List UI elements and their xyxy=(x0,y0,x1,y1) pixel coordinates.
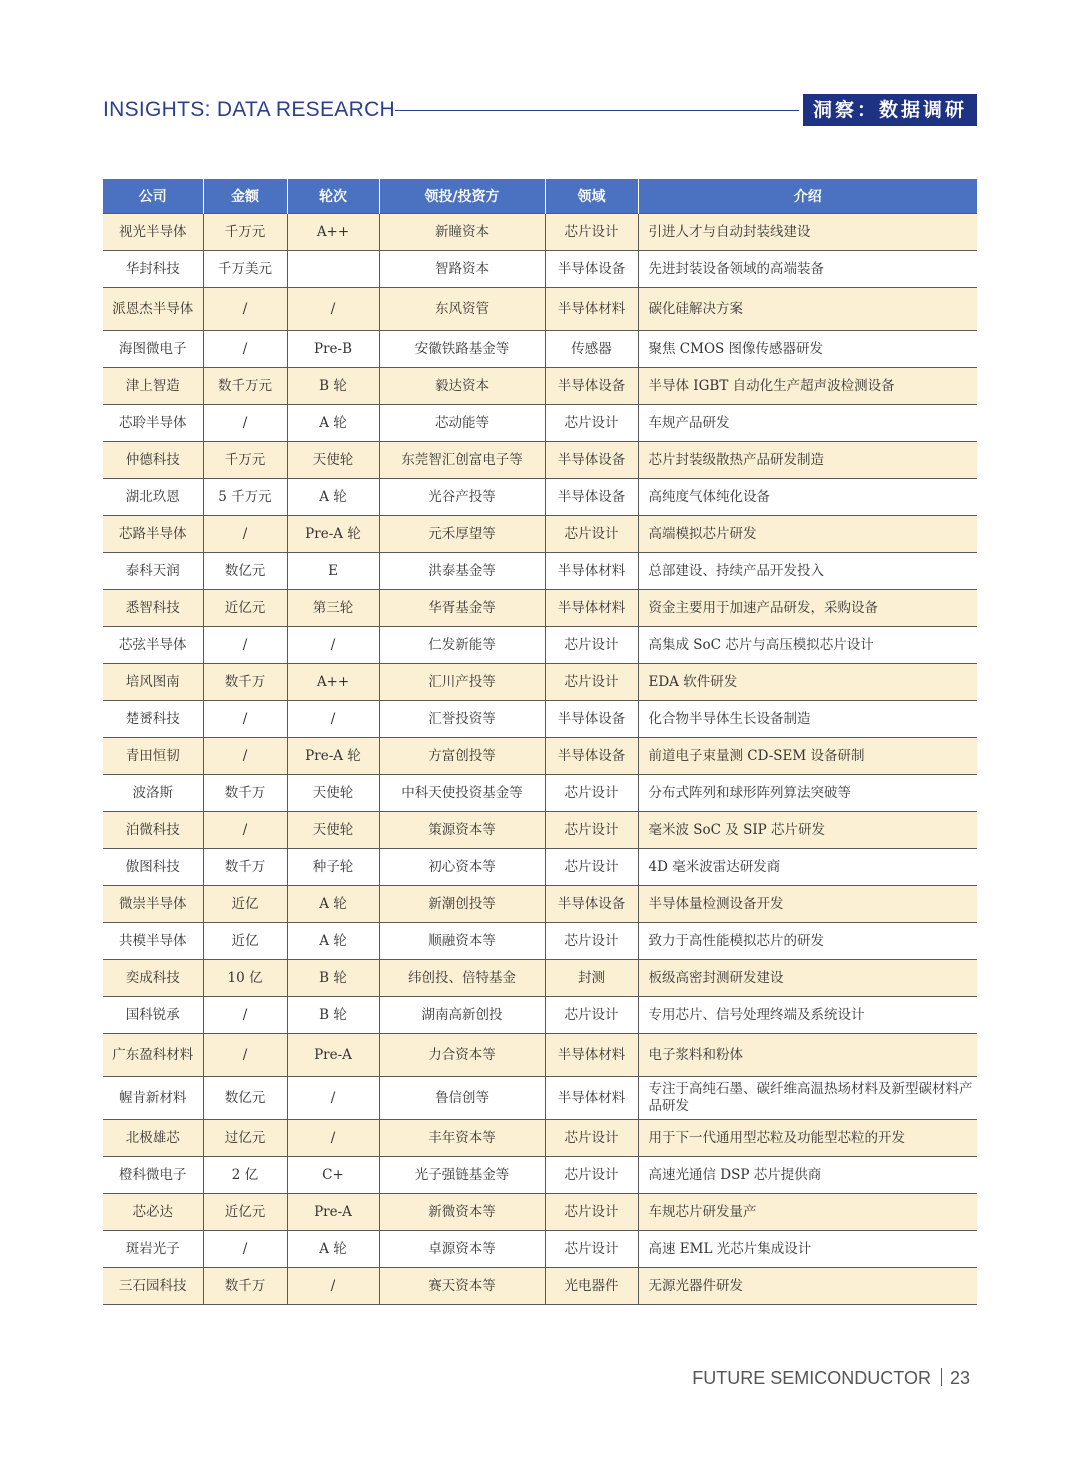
round-cell: B 轮 xyxy=(287,997,379,1034)
intro-cell: 高纯度气体纯化设备 xyxy=(638,479,977,516)
table-header-row xyxy=(103,179,977,214)
table-row xyxy=(103,1268,977,1305)
field-cell: 封测 xyxy=(545,960,638,997)
round-cell: 天使轮 xyxy=(287,812,379,849)
table-row xyxy=(103,1157,977,1194)
company-cell: 北极雄芯 xyxy=(103,1120,203,1157)
company-cell: 斑岩光子 xyxy=(103,1231,203,1268)
page-footer xyxy=(692,1368,970,1389)
investor-cell: 华胥基金等 xyxy=(379,590,545,627)
field-cell: 半导体设备 xyxy=(545,368,638,405)
table-row xyxy=(103,1077,977,1120)
field-cell: 半导体材料 xyxy=(545,590,638,627)
company-cell: 橙科微电子 xyxy=(103,1157,203,1194)
company-cell: 芯路半导体 xyxy=(103,516,203,553)
col-header-amount: 金额 xyxy=(203,179,287,214)
round-cell: / xyxy=(287,1077,379,1120)
field-cell: 光电器件 xyxy=(545,1268,638,1305)
table-row xyxy=(103,1194,977,1231)
table-row xyxy=(103,1034,977,1077)
table-row xyxy=(103,214,977,251)
amount-cell: 数千万 xyxy=(203,1268,287,1305)
round-cell: / xyxy=(287,1120,379,1157)
investor-cell: 元禾厚望等 xyxy=(379,516,545,553)
amount-cell: 千万元 xyxy=(203,442,287,479)
round-cell xyxy=(287,251,379,288)
table-row xyxy=(103,553,977,590)
round-cell: C+ xyxy=(287,1157,379,1194)
company-cell: 幄肯新材料 xyxy=(103,1077,203,1120)
intro-cell: 化合物半导体生长设备制造 xyxy=(638,701,977,738)
intro-cell: 引进人才与自动封装线建设 xyxy=(638,214,977,251)
intro-cell: 专用芯片、信号处理终端及系统设计 xyxy=(638,997,977,1034)
amount-cell: / xyxy=(203,627,287,664)
table-row xyxy=(103,775,977,812)
table-row xyxy=(103,368,977,405)
amount-cell: 2 亿 xyxy=(203,1157,287,1194)
investor-cell: 芯动能等 xyxy=(379,405,545,442)
company-cell: 培风图南 xyxy=(103,664,203,701)
field-cell: 半导体材料 xyxy=(545,1034,638,1077)
investor-cell: 初心资本等 xyxy=(379,849,545,886)
company-cell: 仲德科技 xyxy=(103,442,203,479)
intro-cell: 高速光通信 DSP 芯片提供商 xyxy=(638,1157,977,1194)
company-cell: 津上智造 xyxy=(103,368,203,405)
amount-cell: / xyxy=(203,738,287,775)
amount-cell: 近亿 xyxy=(203,923,287,960)
amount-cell: 千万元 xyxy=(203,214,287,251)
intro-cell: 车规芯片研发量产 xyxy=(638,1194,977,1231)
table-row xyxy=(103,1231,977,1268)
amount-cell: / xyxy=(203,812,287,849)
col-header-round: 轮次 xyxy=(287,179,379,214)
company-cell: 广东盈科材料 xyxy=(103,1034,203,1077)
investor-cell: 卓源资本等 xyxy=(379,1231,545,1268)
field-cell: 芯片设计 xyxy=(545,1120,638,1157)
amount-cell: 数千万元 xyxy=(203,368,287,405)
investor-cell: 新瞳资本 xyxy=(379,214,545,251)
investor-cell: 鲁信创等 xyxy=(379,1077,545,1120)
section-title-cn: 洞察：数据调研 xyxy=(812,99,967,121)
intro-cell: 资金主要用于加速产品研发，采购设备 xyxy=(638,590,977,627)
intro-cell: 先进封装设备领域的高端装备 xyxy=(638,251,977,288)
intro-cell: 前道电子束量测 CD-SEM 设备研制 xyxy=(638,738,977,775)
company-cell: 华封科技 xyxy=(103,251,203,288)
intro-cell: 高集成 SoC 芯片与高压模拟芯片设计 xyxy=(638,627,977,664)
amount-cell: 数千万 xyxy=(203,849,287,886)
intro-cell: 板级高密封测研发建设 xyxy=(638,960,977,997)
company-cell: 国科锐承 xyxy=(103,997,203,1034)
round-cell: 第三轮 xyxy=(287,590,379,627)
company-cell: 青田恒韧 xyxy=(103,738,203,775)
amount-cell: / xyxy=(203,1231,287,1268)
intro-cell: 4D 毫米波雷达研发商 xyxy=(638,849,977,886)
intro-cell: 车规产品研发 xyxy=(638,405,977,442)
company-cell: 派恩杰半导体 xyxy=(103,288,203,331)
company-cell: 三石园科技 xyxy=(103,1268,203,1305)
investor-cell: 东风资管 xyxy=(379,288,545,331)
investor-cell: 光谷产投等 xyxy=(379,479,545,516)
table-row xyxy=(103,405,977,442)
investor-cell: 方富创投等 xyxy=(379,738,545,775)
investor-cell: 洪泰基金等 xyxy=(379,553,545,590)
company-cell: 泰科天润 xyxy=(103,553,203,590)
col-header-intro: 介绍 xyxy=(638,179,977,214)
field-cell: 芯片设计 xyxy=(545,214,638,251)
field-cell: 芯片设计 xyxy=(545,1157,638,1194)
field-cell: 芯片设计 xyxy=(545,516,638,553)
round-cell: Pre-A 轮 xyxy=(287,516,379,553)
page-header xyxy=(103,94,977,128)
field-cell: 芯片设计 xyxy=(545,775,638,812)
amount-cell: 数千万 xyxy=(203,775,287,812)
round-cell: 天使轮 xyxy=(287,442,379,479)
investor-cell: 智路资本 xyxy=(379,251,545,288)
round-cell: A 轮 xyxy=(287,405,379,442)
company-cell: 泊微科技 xyxy=(103,812,203,849)
investor-cell: 新微资本等 xyxy=(379,1194,545,1231)
funding-table xyxy=(103,179,977,1305)
col-header-field: 领域 xyxy=(545,179,638,214)
amount-cell: 数千万 xyxy=(203,664,287,701)
table-row xyxy=(103,331,977,368)
investor-cell: 赛天资本等 xyxy=(379,1268,545,1305)
field-cell: 半导体设备 xyxy=(545,738,638,775)
intro-cell: 用于下一代通用型芯粒及功能型芯粒的开发 xyxy=(638,1120,977,1157)
amount-cell: 近亿 xyxy=(203,886,287,923)
company-cell: 楚赟科技 xyxy=(103,701,203,738)
field-cell: 芯片设计 xyxy=(545,405,638,442)
intro-cell: 无源光器件研发 xyxy=(638,1268,977,1305)
amount-cell: 近亿元 xyxy=(203,1194,287,1231)
table-row xyxy=(103,997,977,1034)
investor-cell: 毅达资本 xyxy=(379,368,545,405)
round-cell: A++ xyxy=(287,664,379,701)
investor-cell: 丰年资本等 xyxy=(379,1120,545,1157)
intro-cell: 高速 EML 光芯片集成设计 xyxy=(638,1231,977,1268)
field-cell: 芯片设计 xyxy=(545,812,638,849)
company-cell: 芯聆半导体 xyxy=(103,405,203,442)
intro-cell: 电子浆料和粉体 xyxy=(638,1034,977,1077)
section-title-en: INSIGHTS: DATA RESEARCH xyxy=(103,98,395,121)
investor-cell: 策源资本等 xyxy=(379,812,545,849)
intro-cell: 毫米波 SoC 及 SIP 芯片研发 xyxy=(638,812,977,849)
round-cell: / xyxy=(287,627,379,664)
amount-cell: / xyxy=(203,331,287,368)
table-row xyxy=(103,1120,977,1157)
round-cell: 天使轮 xyxy=(287,775,379,812)
round-cell: A 轮 xyxy=(287,886,379,923)
round-cell: B 轮 xyxy=(287,960,379,997)
company-cell: 微崇半导体 xyxy=(103,886,203,923)
header-divider xyxy=(395,110,799,111)
amount-cell: 数亿元 xyxy=(203,553,287,590)
company-cell: 奕成科技 xyxy=(103,960,203,997)
intro-cell: 分布式阵列和球形阵列算法突破等 xyxy=(638,775,977,812)
round-cell: Pre-A 轮 xyxy=(287,738,379,775)
intro-cell: 半导体 IGBT 自动化生产超声波检测设备 xyxy=(638,368,977,405)
intro-cell: 致力于高性能模拟芯片的研发 xyxy=(638,923,977,960)
investor-cell: 光子强链基金等 xyxy=(379,1157,545,1194)
field-cell: 传感器 xyxy=(545,331,638,368)
company-cell: 悉智科技 xyxy=(103,590,203,627)
field-cell: 芯片设计 xyxy=(545,627,638,664)
round-cell: / xyxy=(287,1268,379,1305)
round-cell: / xyxy=(287,701,379,738)
table-row xyxy=(103,849,977,886)
intro-cell: EDA 软件研发 xyxy=(638,664,977,701)
field-cell: 半导体设备 xyxy=(545,251,638,288)
company-cell: 傲图科技 xyxy=(103,849,203,886)
table-row xyxy=(103,923,977,960)
company-cell: 芯弦半导体 xyxy=(103,627,203,664)
amount-cell: 数亿元 xyxy=(203,1077,287,1120)
table-row xyxy=(103,812,977,849)
investor-cell: 顺融资本等 xyxy=(379,923,545,960)
field-cell: 芯片设计 xyxy=(545,1231,638,1268)
round-cell: B 轮 xyxy=(287,368,379,405)
field-cell: 芯片设计 xyxy=(545,923,638,960)
col-header-investor: 领投/投资方 xyxy=(379,179,545,214)
amount-cell: / xyxy=(203,997,287,1034)
amount-cell: 5 千万元 xyxy=(203,479,287,516)
table-body xyxy=(103,214,977,1305)
company-cell: 芯必达 xyxy=(103,1194,203,1231)
round-cell: E xyxy=(287,553,379,590)
intro-cell: 高端模拟芯片研发 xyxy=(638,516,977,553)
table-row xyxy=(103,886,977,923)
table-row xyxy=(103,664,977,701)
amount-cell: / xyxy=(203,1034,287,1077)
field-cell: 芯片设计 xyxy=(545,664,638,701)
table-row xyxy=(103,960,977,997)
company-cell: 波洛斯 xyxy=(103,775,203,812)
intro-cell: 芯片封装级散热产品研发制造 xyxy=(638,442,977,479)
investor-cell: 中科天使投资基金等 xyxy=(379,775,545,812)
intro-cell: 聚焦 CMOS 图像传感器研发 xyxy=(638,331,977,368)
investor-cell: 东莞智汇创富电子等 xyxy=(379,442,545,479)
field-cell: 芯片设计 xyxy=(545,1194,638,1231)
amount-cell: 近亿元 xyxy=(203,590,287,627)
col-header-company: 公司 xyxy=(103,179,203,214)
company-cell: 共模半导体 xyxy=(103,923,203,960)
table-row xyxy=(103,251,977,288)
field-cell: 半导体设备 xyxy=(545,479,638,516)
amount-cell: / xyxy=(203,701,287,738)
table-row xyxy=(103,442,977,479)
table-row xyxy=(103,479,977,516)
investor-cell: 汇川产投等 xyxy=(379,664,545,701)
intro-cell: 专注于高纯石墨、碳纤维高温热场材料及新型碳材料产品研发 xyxy=(638,1077,977,1120)
round-cell: A++ xyxy=(287,214,379,251)
amount-cell: 10 亿 xyxy=(203,960,287,997)
table-row xyxy=(103,627,977,664)
table-row xyxy=(103,701,977,738)
investor-cell: 新潮创投等 xyxy=(379,886,545,923)
round-cell: A 轮 xyxy=(287,923,379,960)
field-cell: 芯片设计 xyxy=(545,997,638,1034)
round-cell: Pre-B xyxy=(287,331,379,368)
investor-cell: 仁发新能等 xyxy=(379,627,545,664)
amount-cell: 千万美元 xyxy=(203,251,287,288)
investor-cell: 湖南高新创投 xyxy=(379,997,545,1034)
round-cell: Pre-A xyxy=(287,1034,379,1077)
field-cell: 半导体设备 xyxy=(545,886,638,923)
amount-cell: / xyxy=(203,405,287,442)
table-row xyxy=(103,516,977,553)
intro-cell: 碳化硅解决方案 xyxy=(638,288,977,331)
field-cell: 芯片设计 xyxy=(545,849,638,886)
intro-cell: 总部建设、持续产品开发投入 xyxy=(638,553,977,590)
investor-cell: 汇誉投资等 xyxy=(379,701,545,738)
field-cell: 半导体设备 xyxy=(545,701,638,738)
amount-cell: / xyxy=(203,288,287,331)
round-cell: / xyxy=(287,288,379,331)
round-cell: Pre-A xyxy=(287,1194,379,1231)
company-cell: 海图微电子 xyxy=(103,331,203,368)
company-cell: 湖北玖恩 xyxy=(103,479,203,516)
page-number: 23 xyxy=(949,1368,970,1388)
amount-cell: / xyxy=(203,516,287,553)
round-cell: A 轮 xyxy=(287,1231,379,1268)
field-cell: 半导体设备 xyxy=(545,442,638,479)
table-row xyxy=(103,288,977,331)
table-row xyxy=(103,590,977,627)
section-title-cn-badge xyxy=(799,94,977,126)
table-row xyxy=(103,738,977,775)
round-cell: A 轮 xyxy=(287,479,379,516)
footer-separator xyxy=(941,1368,942,1386)
investor-cell: 纬创投、倍特基金 xyxy=(379,960,545,997)
intro-cell: 半导体量检测设备开发 xyxy=(638,886,977,923)
field-cell: 半导体材料 xyxy=(545,288,638,331)
round-cell: 种子轮 xyxy=(287,849,379,886)
investor-cell: 安徽铁路基金等 xyxy=(379,331,545,368)
amount-cell: 过亿元 xyxy=(203,1120,287,1157)
field-cell: 半导体材料 xyxy=(545,1077,638,1120)
publication-name: FUTURE SEMICONDUCTOR xyxy=(692,1368,931,1388)
field-cell: 半导体材料 xyxy=(545,553,638,590)
company-cell: 视光半导体 xyxy=(103,214,203,251)
investor-cell: 力合资本等 xyxy=(379,1034,545,1077)
